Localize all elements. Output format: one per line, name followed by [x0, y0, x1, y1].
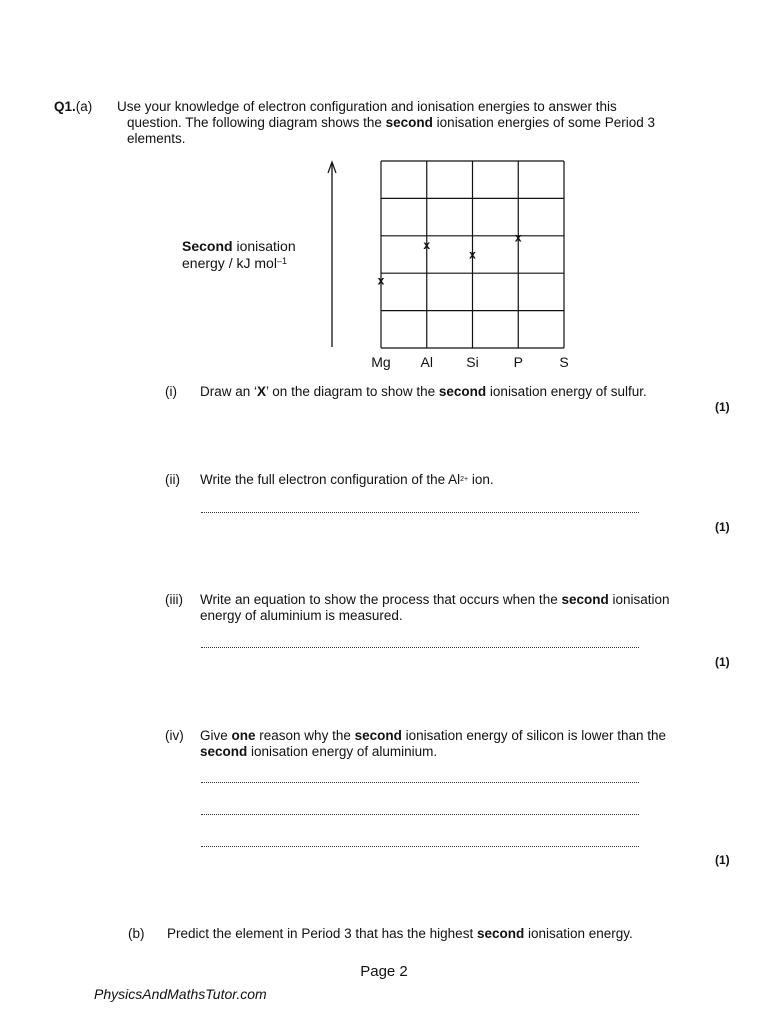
- part-i-text-a: Draw an ‘: [200, 384, 258, 399]
- part-iii-mark: (1): [715, 655, 730, 669]
- part-iii: [165, 592, 705, 624]
- ylabel-bold: Second: [182, 238, 233, 254]
- part-iii-bold: second: [561, 592, 609, 607]
- part-iii-text-b: ionisation: [608, 592, 670, 607]
- data-point-mg: x: [377, 273, 385, 288]
- part-b-number: (b): [128, 926, 145, 941]
- part-ii: [165, 472, 705, 488]
- y-axis-arrow: [328, 162, 336, 347]
- part-i: [165, 384, 705, 400]
- ylabel-sup: –1: [276, 256, 287, 266]
- part-iv-text-c: ionisation energy of silicon is lower than the: [401, 728, 667, 743]
- tick-label-p: P: [513, 354, 523, 370]
- tick-label-al: Al: [420, 354, 433, 370]
- part-iii-line2: energy of aluminium is measured.: [200, 608, 403, 623]
- ylabel-line2: energy / kJ mol: [182, 255, 277, 271]
- chart-tick-labels: [371, 354, 568, 370]
- part-i-text-c: ionisation energy of sulfur.: [486, 384, 647, 399]
- part-ii-mark: (1): [715, 520, 730, 534]
- part-iv-bold1: one: [231, 728, 256, 743]
- part-iv-number: (iv): [165, 728, 184, 743]
- answer-line-iii[interactable]: [201, 647, 639, 648]
- part-iv-bold2: second: [354, 728, 402, 743]
- intro-line3: elements.: [127, 131, 186, 146]
- ylabel-rest: ionisation: [232, 238, 296, 254]
- part-iv-line2: [165, 744, 705, 760]
- part-b-text-a: Predict the element in Period 3 that has the highest: [167, 926, 477, 941]
- part-iv-text-a: Give: [200, 728, 232, 743]
- data-point-si: x: [469, 247, 476, 262]
- part-i-bold2: second: [438, 384, 487, 399]
- part-iv-mark: (1): [715, 853, 730, 867]
- chart-marks: [378, 231, 522, 288]
- part-iv-bold3: second: [200, 744, 248, 759]
- part-b-text-b: ionisation energy.: [524, 926, 633, 941]
- data-point-al: x: [423, 238, 431, 253]
- part-iii-number: (iii): [165, 592, 183, 607]
- ionisation-chart: [0, 0, 768, 380]
- intro-line2-a: question. The following diagram shows the: [127, 115, 386, 130]
- part-iv-text-b: reason why the: [255, 728, 355, 743]
- part-ii-number: (ii): [165, 472, 180, 487]
- part-ii-text-a: Write the full electron configuration of the Al: [200, 472, 461, 487]
- question-number-text: Q1.: [54, 99, 76, 114]
- part-iv: [165, 728, 705, 760]
- page-number: Page 2: [360, 963, 408, 980]
- answer-line-iv-2[interactable]: [201, 814, 639, 815]
- intro-line2-b: ionisation energies of some Period 3: [432, 115, 656, 130]
- tick-label-mg: Mg: [371, 354, 391, 370]
- answer-line-iv-1[interactable]: [201, 782, 639, 783]
- footer-site: PhysicsAndMathsTutor.com: [94, 986, 267, 1002]
- part-i-bold1: X: [257, 384, 267, 399]
- data-point-p: x: [514, 230, 522, 245]
- part-i-number: (i): [165, 384, 177, 399]
- intro-bold: second: [385, 115, 433, 130]
- part-b-bold: second: [476, 926, 525, 941]
- part-iii-text-a: Write an equation to show the process that occurs when the: [200, 592, 562, 607]
- part-ii-text-b: ion.: [468, 472, 494, 487]
- question-part: (a): [75, 99, 93, 114]
- part-i-mark: (1): [715, 400, 730, 414]
- answer-line-iv-3[interactable]: [201, 846, 639, 847]
- answer-line-ii[interactable]: [201, 512, 639, 513]
- part-i-text-b: ’ on the diagram to show the: [266, 384, 439, 399]
- tick-label-si: Si: [466, 354, 479, 370]
- part-iv-text-d: ionisation energy of aluminium.: [247, 744, 438, 759]
- intro-line1: Use your knowledge of electron configuration and ionisation energies to answer this: [117, 99, 617, 114]
- part-ii-sup: 2+: [460, 476, 469, 483]
- part-b: [128, 926, 728, 942]
- tick-label-s: S: [559, 354, 569, 370]
